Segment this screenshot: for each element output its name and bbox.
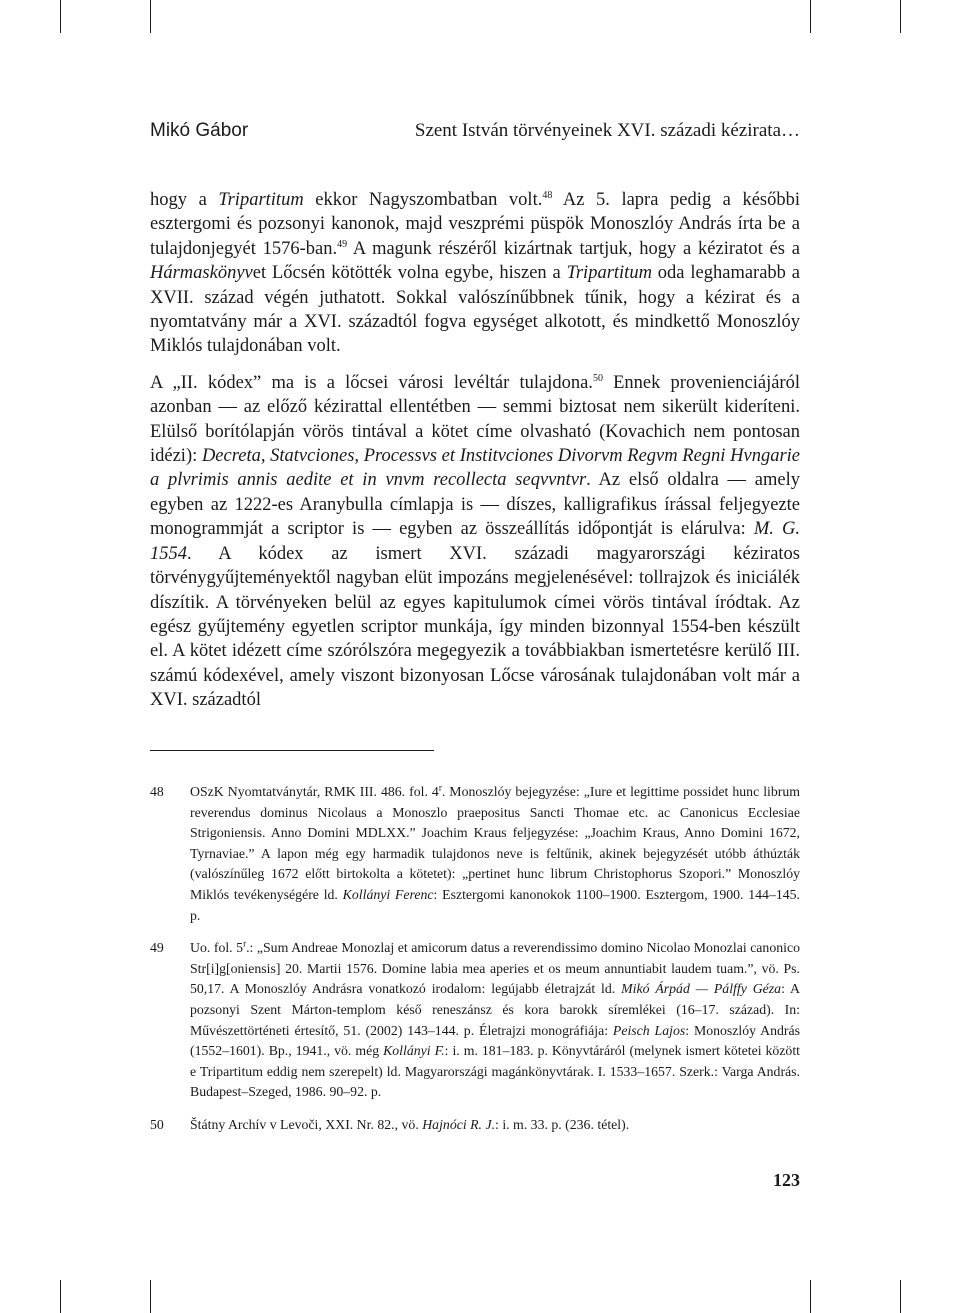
- crop-mark: [150, 0, 151, 33]
- text-run: oda leghamarabb a XVII. század végén juthatott. Sokkal valószínűbbnek tűnik, hogy a kézirat és a nyomtatvány már a XVI. századtól fogva egységet alkotott, és mindkettő Monoszlóy Miklós tulajdonában volt.: [150, 263, 800, 357]
- text-run-italic: Tripartitum: [566, 263, 652, 284]
- footnote: [150, 938, 800, 1103]
- header-author: Mikó Gábor: [150, 120, 249, 141]
- text-run-italic: Kollányi F.: [383, 1043, 445, 1059]
- crop-mark: [60, 0, 61, 33]
- text-run: : Esztergomi kanonokok 1100–1900. Esztergom, 1900. 144–145. p.: [190, 886, 800, 923]
- text-run: Az 5. lapra pedig a későbbi esztergomi és pozsonyi kanonok, majd veszprémi püspök Monoszlóy András írta be a tulajdonjegyét 1576-ban.: [150, 190, 800, 259]
- text-run-italic: Hajnóci R. J.: [422, 1116, 496, 1132]
- footnote-number: 49: [150, 940, 164, 956]
- superscript: r: [438, 782, 442, 793]
- crop-mark: [810, 0, 811, 33]
- text-run: et Lőcsén kötötték volna egybe, hiszen a: [252, 263, 567, 284]
- superscript: r: [243, 938, 247, 949]
- text-run-italic: Mikó Árpád — Pálffy Géza: [621, 981, 782, 997]
- text-run-italic: Decreta, Statvciones, Processvs et Institvciones Divorvm Regvm Regni Hvngarie a plvrimis annis aedite et in vnvm recollecta seqvvntvr: [150, 446, 800, 491]
- footnote-ref[interactable]: 50: [592, 372, 603, 384]
- text-run: : Monoszlóy András (1552–1601). Bp., 1941., vö. még: [190, 1022, 800, 1059]
- text-run: Štátny Archív v Levoči, XXI. Nr. 82., vö.: [190, 1116, 423, 1132]
- text-run: Ennek provenienciájáról azonban — az előző kézirattal ellentétben — semmi biztosat nem sikerült kideríteni. Elülső borítólapján vörös tintával a kötet címe olvasható (Kovachich nem pontosan idézi):: [150, 372, 800, 467]
- footnote-text: [190, 782, 800, 926]
- footnote-ref[interactable]: 49: [337, 238, 348, 250]
- text-run: : i. m. 181–183. p. Könyvtáráról (melynek ismert kötetei között e Tripartitum eddig nem szerepelt) ld. Magyarországi magánkönyvtárak. I. 1533–1657. Szerk.: Varga András. Budapest–Szeged, 1986. 90–92. p.: [190, 1043, 800, 1100]
- header-title: Szent István törvényeinek XVI. századi kézirata…: [414, 120, 800, 141]
- main-text: [150, 188, 800, 713]
- text-run: : i. m. 33. p. (236. tétel).: [495, 1116, 630, 1132]
- text-run-italic: Kollányi Ferenc: [342, 886, 434, 902]
- text-run: : A pozsonyi Szent Márton-templom késő reneszánsz és kora barokk síremlékei (16–17. század). In: Művészettörténeti értesítő, 51. (2002) 143–144. p. Életrajzi monográfiája:: [190, 981, 800, 1038]
- footnote-ref[interactable]: 48: [542, 189, 553, 201]
- footnote-number: 50: [150, 1116, 164, 1132]
- crop-mark: [150, 1280, 151, 1313]
- text-run: hogy a: [150, 190, 219, 210]
- crop-mark: [810, 1280, 811, 1313]
- text-run-italic: Tripartitum: [218, 190, 304, 210]
- footnote-text: [190, 1115, 800, 1136]
- footnote: [150, 782, 800, 926]
- footnote-number: 48: [150, 784, 164, 799]
- text-run: A magunk részéről kizártnak tartjuk, hogy a kéziratot és a: [347, 238, 800, 259]
- running-header: [150, 120, 800, 146]
- text-run-italic: M. G. 1554: [150, 519, 800, 564]
- paragraph: [150, 371, 800, 713]
- text-run: OSzK Nyomtatványtár, RMK III. 486. fol. 4: [190, 784, 439, 799]
- text-run: A „II. kódex” ma is a lőcsei városi levéltár tulajdona.: [150, 372, 593, 393]
- crop-mark: [900, 1280, 901, 1313]
- footnotes: [150, 782, 800, 1136]
- text-run-italic: Peisch Lajos: [612, 1022, 686, 1038]
- footnote-text: [190, 938, 800, 1103]
- page-number: 123: [773, 1170, 800, 1190]
- text-run: .: „Sum Andreae Monozlaj et amicorum datus a reverendissimo domino Nicolao Monozlai canonico Str[i]g[oniensis] 20. Martii 1576. Domine labia mea aperies et os meum annuntiabit laudem tuam.”, vö. Ps. 50,17. A Monoszlóy Andrásra vonatkozó irodalom: legújabb életrajzát ld.: [190, 940, 800, 997]
- crop-mark: [60, 1280, 61, 1313]
- text-run: ekkor Nagyszombatban volt.: [303, 190, 543, 210]
- text-run: . Monoszlóy bejegyzése: „Iure et legittime possidet hunc librum reverendus dominus Nicolaus a Monoszlo praepositus Sancti Thomae etc. ac Canonicus Ecclesiae Strigoniensis. Anno Domini MDLXX.” Joachim Kraus feljegyzése: „Joachim Kraus, Anno Domini 1672, Tyrnaviae.” A lapon még egy harmadik tulajdonos neve is feltűnik, akinek bejegyzését utóbb áthúzták (valószínűleg 1672 előtt birtokolta a kötetet): „pertinet hunc librum Christophorus Szopori.” Monoszlóy Miklós tevékenységére ld.: [190, 784, 800, 902]
- footnote: [150, 1115, 800, 1136]
- footnote-separator: [150, 750, 434, 751]
- text-run: . A kódex az ismert XVI. századi magyarországi kéziratos törvénygyűjteményektől nagyban elüt impozáns megjelenésével: tollrajzok és iniciálék díszítik. A törvényeken belül az egyes kapitulumok címei vörös tintával íródtak. Az egész gyűjtemény egyetlen scriptor munkája, így minden bizonnyal 1554-ben készült el. A kötet idézett címe szórólszóra megegyezik a továbbiakban ismertetésre kerülő III. számú kódexével, amely viszont bizonyosan Lőcse városának tulajdonában volt már a XVI. századtól: [150, 543, 800, 711]
- text-run: . Az első oldalra — amely egyben az 1222-es Aranybulla címlapja is — díszes, kalligrafikus írással feljegyezte monogrammját a scriptor is — egyben az összeállítás időpontját is elárulva:: [150, 470, 800, 540]
- text-run-italic: Hármaskönyv: [150, 263, 253, 284]
- paragraph: [150, 188, 800, 359]
- text-run: Uo. fol. 5: [190, 940, 244, 956]
- crop-mark: [900, 0, 901, 33]
